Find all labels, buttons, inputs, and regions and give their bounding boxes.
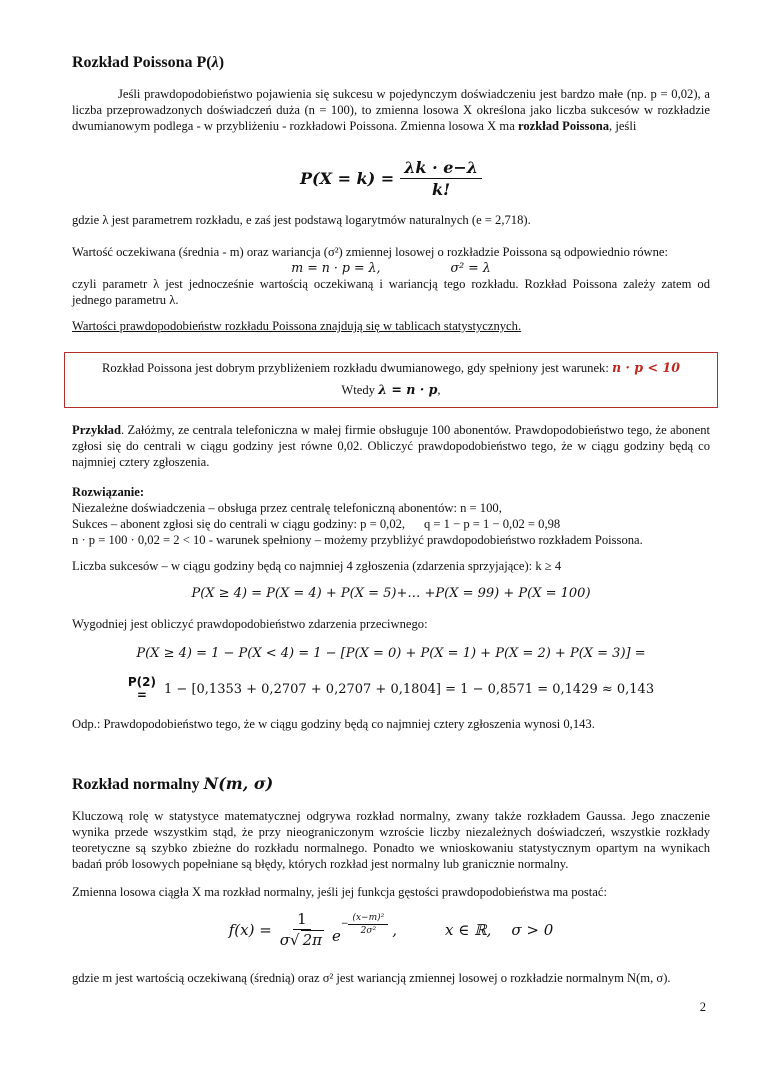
normal-density-formula [72,910,710,949]
normal-heading [72,774,710,794]
normal-formula-sigma: σ [279,931,291,949]
example-block [72,422,710,470]
poisson-formula-fraction [400,158,482,199]
poisson-moments-equations [72,260,710,276]
example-text: . Załóżmy, ze centrala telefoniczna w małej firmie obsługuje 100 abonentów. Prawdopodobieństwo tego, że abonent zgłosi się do centrali w ciągu godziny jest równe 0,02. Obliczyć prawdopodobieństwo tego, że w ciągu godziny będą co najmniej cztery zgłoszenia. [72,423,710,469]
solution-line-2: Sukces – abonent zgłosi się do centrali w ciągu godziny: p = 0,02, q = 1 − p = 1 − 0,02 = 0,98 [72,517,561,531]
normal-formula-domain: x ∈ ℝ, [445,920,492,939]
poisson-mean-equation: m = n · p = λ, [291,260,381,275]
poisson-tables-note [72,318,710,334]
poisson-formula-numerator: λk · e−λ [400,158,482,179]
poisson-condition-line2 [73,381,709,399]
solution-label: Rozwiązanie: [72,485,145,499]
normal-conclusion-text: gdzie m jest wartością oczekiwaną (średnią) oraz σ² jest wariancją zmiennej losowej o rozkładzie normalnym N(m, σ). [72,971,671,985]
poisson-heading [72,54,710,72]
poisson-intro [72,86,710,134]
poisson-heading-symbol: λ [211,54,219,71]
numeric-result-equation: 1 − [0,1353 + 0,2707 + 0,2707 + 0,1804] = 1 − 0,8571 = 0,1429 ≈ 0,143 [164,681,655,697]
normal-formula-exponent-numerator: (x−m)² [348,913,388,925]
normal-formula-denominator [276,930,328,949]
normal-heading-symbol: N(m, σ) [203,774,274,793]
solution-line-1: Niezależne doświadczenia – obsługa przez centralę telefoniczną abonentów: n = 100, [72,501,502,515]
solution-block [72,484,710,548]
poisson-variance-equation: σ² = λ [450,260,491,275]
normal-formula-numerator: 1 [293,910,311,930]
poisson-tables-text: Wartości prawdopodobieństw rozkładu Poissona znajdują się w tablicach statystycznych. [72,319,522,333]
probability-sum-equation: P(X ≥ 4) = P(X = 4) + P(X = 5)+… +P(X = 99) + P(X = 100) [191,586,591,601]
sqrt-sign: √ [290,931,300,949]
poisson-heading-close: ) [218,54,225,71]
poisson-intro-end: , jeśli [609,119,637,133]
normal-formula-sigma-condition: σ > 0 [511,920,554,939]
poisson-intro-text: Jeśli prawdopodobieństwo pojawienia się sukcesu w pojedynczym doświadczeniu jest bardzo małe (np. p = 0,02), a liczba przeprowadzonych doświadczeń duża (n = 100), to zmienna losowa X określona jako liczba sukcesów w rozkładzie dwumianowym podlega - w przybliżeniu - rozkładowi Poissona. Zmienna losowa X ma [72,87,710,133]
success-count [72,558,710,574]
solution-line-3: n · p = 100 · 0,02 = 2 < 10 - warunek spełniony – możemy przybliżyć prawdopodobieństwo rozkładem Poissona. [72,533,643,547]
poisson-condition-lambda: λ = n · p [378,382,438,397]
numeric-result-label-eq: = [136,688,147,702]
normal-density-intro [72,884,710,900]
page-number: 2 [699,1000,706,1014]
poisson-condition-box [72,352,710,408]
normal-formula-lhs: f(x) = [228,920,272,939]
answer-block [72,716,710,732]
exponent-minus: − [340,919,349,929]
numeric-result-label-text: P(2) [127,675,157,689]
normal-formula-exponential [332,912,388,945]
numeric-result-label [128,676,156,702]
poisson-formula-denominator: k! [432,180,451,199]
poisson-heading-block [72,54,710,72]
normal-formula-comma: , [392,920,398,939]
normal-formula-fraction [276,910,328,949]
poisson-intro-paragraph [72,86,710,134]
numeric-result [72,676,710,702]
complement-note [72,616,710,632]
normal-density-text: Zmienna losowa ciągła X ma rozkład normalny, jeśli jej funkcja gęstości prawdopodobieństwa ma postać: [72,885,607,899]
success-count-text: Liczba sukcesów – w ciągu godziny będą co najmniej 4 zgłoszenia (zdarzenia sprzyjające): k ≥ 4 [72,559,562,573]
poisson-formula-lhs: P(X = k) = [299,169,395,188]
example-paragraph [72,422,710,470]
normal-formula-e: e [332,926,341,945]
normal-formula-exponent [341,913,388,936]
poisson-formula [72,158,710,199]
complement-equation: P(X ≥ 4) = 1 − P(X < 4) = 1 − [P(X = 0) + P(X = 1) + P(X = 2) + P(X = 3)] = [136,646,646,661]
poisson-condition-inequality: n · p < 10 [612,360,680,375]
poisson-condition-then: Wtedy [341,383,375,397]
normal-intro [72,808,710,872]
normal-formula-exponent-fraction [348,913,388,936]
normal-formula-exponent-denominator: 2σ² [360,925,377,936]
poisson-condition-comma: , [437,383,441,397]
normal-formula-root: 2π [302,931,323,949]
poisson-condition-frame [64,352,718,408]
poisson-heading-text: Rozkład Poissona P( [72,54,212,71]
poisson-condition-text: Rozkład Poissona jest dobrym przybliżeniem rozkładu dwumianowego, gdy spełniony jest warunek: [102,361,609,375]
normal-heading-text: Rozkład normalny [72,776,200,793]
normal-conclusion [72,970,710,986]
poisson-intro-bold: rozkład Poissona [517,119,610,133]
complement-text: Wygodniej jest obliczyć prawdopodobieństwo zdarzenia przeciwnego: [72,617,428,631]
poisson-condition-line1 [73,359,709,377]
example-label: Przykład [72,423,121,437]
poisson-moments [72,244,710,308]
poisson-parameter-text: gdzie λ jest parametrem rozkładu, e zaś jest podstawą logarytmów naturalnych (e = 2,718). [72,213,531,227]
poisson-moments-text: Wartość oczekiwana (średnia - m) oraz wariancja (σ²) zmiennej losowej o rozkładzie Poissona są odpowiednio równe: [72,245,668,259]
normal-intro-text: Kluczową rolę w statystyce matematycznej odgrywa rozkład normalny, zwany także rozkładem Gaussa. Jego znaczenie wynika przede wszystkim stąd, że przy nieograniczonym wzroście liczby niezależnych doświadczeń, wszystkie rozkłady teoretyczne są szybko zbieżne do rozkładu normalnego. Ponadto we wnioskowaniu statystycznym opartym na wynikach badań prób losowych popełniane są błędy, których rozkład jest normalny lub granicznie normalny. [72,809,710,871]
answer-text: Odp.: Prawdopodobieństwo tego, że w ciągu godziny będą co najmniej cztery zgłoszenia wynosi 0,143. [72,717,595,731]
poisson-moments-conclusion: czyli parametr λ jest jednocześnie wartością oczekiwaną i wariancją tego rozkładu. Rozkład Poissona zależy zatem od jednego parametru λ. [72,277,710,307]
normal-heading-block [72,774,710,794]
poisson-parameter-note [72,212,710,228]
